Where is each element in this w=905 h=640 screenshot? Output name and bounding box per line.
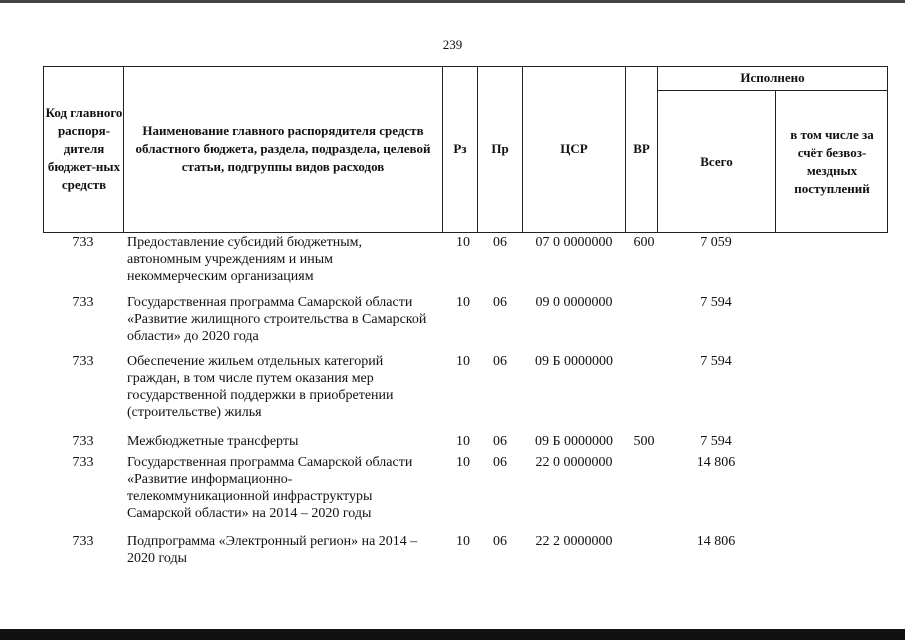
table-header [43, 66, 888, 233]
cell-total: 14 806 [696, 534, 736, 549]
cell-csr: 09 Б 0000000 [534, 434, 614, 449]
cell-pr: 06 [493, 354, 507, 369]
header-rz: Рз [453, 141, 467, 156]
header-code: Код главного распоря-дителя бюджет-ных средств [45, 105, 123, 192]
cell-pr: 06 [493, 295, 507, 310]
col-border [123, 66, 124, 233]
cell-rz: 10 [456, 534, 470, 549]
cell-code: 733 [72, 295, 94, 310]
col-border [887, 66, 888, 233]
cell-csr: 22 2 0000000 [535, 534, 613, 549]
header-vr: ВР [633, 141, 650, 156]
header-csr: ЦСР [560, 141, 588, 156]
col-border [43, 66, 44, 233]
cell-vr: 500 [633, 434, 655, 449]
header-executed: Исполнено [740, 70, 805, 85]
cell-name: Государственная программа Самарской области «Развитие жилищного строительства в Самарской области» до 2020 года [127, 295, 427, 344]
cell-total: 7 594 [700, 354, 732, 369]
cell-name: Межбюджетные трансферты [127, 434, 299, 449]
cell-code: 733 [72, 235, 94, 250]
cell-total: 14 806 [696, 455, 736, 470]
cell-csr: 07 0 0000000 [535, 235, 613, 250]
cell-pr: 06 [493, 534, 507, 549]
cell-name: Обеспечение жильем отдельных категорий граждан, в том числе путем оказания мер государственной поддержки в приобретении (строительстве) жилья [127, 354, 394, 420]
header-total: Всего [700, 153, 733, 169]
cell-pr: 06 [493, 434, 507, 449]
cell-rz: 10 [456, 455, 470, 470]
page-number: 239 [442, 37, 463, 52]
scan-bottom-edge [0, 629, 905, 640]
cell-csr: 09 0 0000000 [535, 295, 613, 310]
cell-code: 733 [72, 434, 94, 449]
cell-total: 7 594 [700, 295, 732, 310]
cell-pr: 06 [493, 235, 507, 250]
cell-pr: 06 [493, 455, 507, 470]
header-free: в том числе за счёт безвоз-мездных поступлений [790, 126, 874, 196]
cell-name: Предоставление субсидий бюджетным, автономным учреждениям и иным некоммерческим организациям [127, 235, 363, 284]
cell-csr: 22 0 0000000 [535, 455, 613, 470]
scan-top-edge [0, 0, 905, 3]
cell-csr: 09 Б 0000000 [534, 354, 614, 369]
col-border [775, 90, 776, 233]
cell-total: 7 594 [700, 434, 732, 449]
cell-code: 733 [72, 354, 94, 369]
cell-rz: 10 [456, 354, 470, 369]
cell-total: 7 059 [700, 235, 732, 250]
cell-rz: 10 [456, 434, 470, 449]
header-name: Наименование главного распорядителя средств областного бюджета, раздела, подраздела, целевой статьи, подгруппы видов расходов [135, 123, 431, 174]
cell-rz: 10 [456, 295, 470, 310]
header-bottom-border [43, 232, 888, 233]
cell-name: Государственная программа Самарской области «Развитие информационно-телекоммуникационной инфраструктуры Самарской области» на 2014 – 2020 годы [127, 455, 413, 521]
cell-vr: 600 [633, 235, 655, 250]
header-pr: Пр [491, 141, 509, 156]
cell-name: Подпрограмма «Электронный регион» на 2014 – 2020 годы [127, 534, 418, 566]
cell-rz: 10 [456, 235, 470, 250]
cell-code: 733 [72, 534, 94, 549]
cell-code: 733 [72, 455, 94, 470]
